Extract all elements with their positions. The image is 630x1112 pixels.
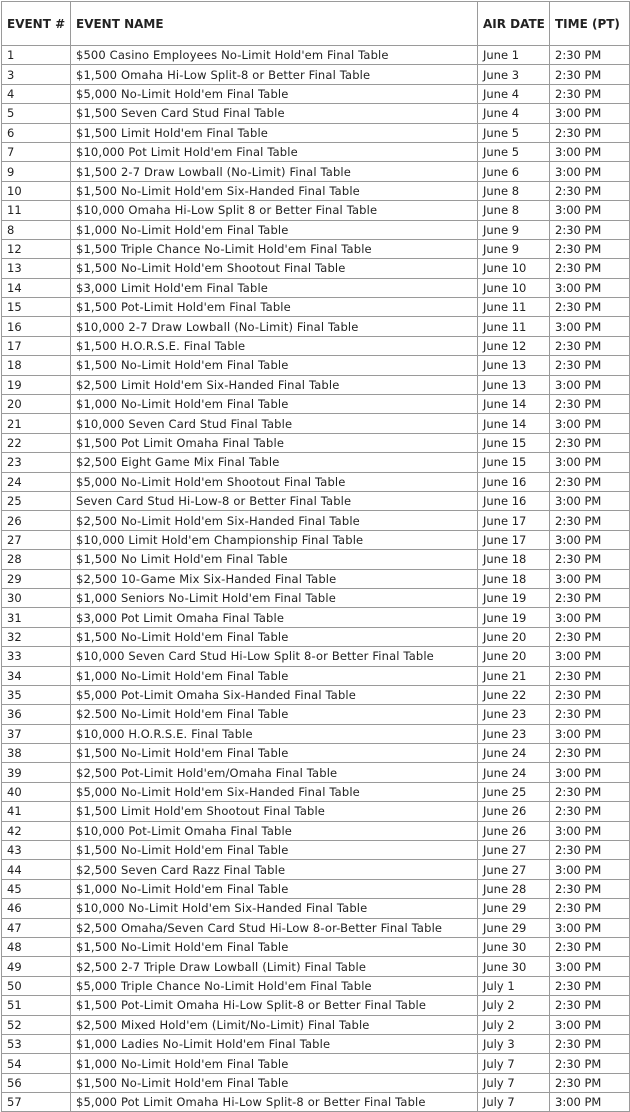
event-name-cell: $1,500 Seven Card Stud Final Table [71,104,478,123]
table-row [2,841,630,860]
event-number-cell: 14 [2,278,71,297]
air-date-cell: June 28 [478,879,550,898]
event-number-cell: 31 [2,608,71,627]
air-date-cell: June 15 [478,433,550,452]
air-date-cell: June 4 [478,84,550,103]
time-cell: 3:00 PM [550,569,630,588]
air-date-cell: June 26 [478,802,550,821]
event-name-cell: $2,500 Limit Hold'em Six-Handed Final Table [71,375,478,394]
time-cell: 3:00 PM [550,1093,630,1112]
event-name-cell: $5,000 Pot-Limit Omaha Six-Handed Final Table [71,685,478,704]
table-row [2,744,630,763]
air-date-cell: June 5 [478,123,550,142]
event-name-cell: $10,000 2-7 Draw Lowball (No-Limit) Final Table [71,317,478,336]
event-name-cell: $1,000 No-Limit Hold'em Final Table [71,1054,478,1073]
event-name-cell: $1,500 Pot Limit Omaha Final Table [71,433,478,452]
event-name-cell: $2,500 2-7 Triple Draw Lowball (Limit) Final Table [71,957,478,976]
table-row [2,802,630,821]
event-name-cell: $2.500 No-Limit Hold'em Final Table [71,705,478,724]
table-header [2,2,630,46]
air-date-cell: June 16 [478,491,550,510]
air-date-cell: June 16 [478,472,550,491]
event-name-cell: $1,500 No-Limit Hold'em Final Table [71,744,478,763]
time-cell: 2:30 PM [550,220,630,239]
time-cell: 3:00 PM [550,957,630,976]
air-date-cell: June 9 [478,220,550,239]
time-cell: 2:30 PM [550,395,630,414]
air-date-cell: June 4 [478,104,550,123]
time-cell: 2:30 PM [550,1034,630,1053]
air-date-cell: June 22 [478,685,550,704]
table-row [2,453,630,472]
air-date-cell: June 23 [478,705,550,724]
air-date-cell: July 1 [478,976,550,995]
time-cell: 2:30 PM [550,46,630,65]
event-number-cell: 39 [2,763,71,782]
table-row [2,860,630,879]
table-row [2,1073,630,1092]
event-name-cell: $1,500 No-Limit Hold'em Six-Handed Final Table [71,181,478,200]
air-date-cell: June 1 [478,46,550,65]
event-number-cell: 27 [2,530,71,549]
air-date-cell: July 7 [478,1073,550,1092]
table-row [2,627,630,646]
event-number-cell: 13 [2,259,71,278]
table-row [2,162,630,181]
event-number-cell: 6 [2,123,71,142]
event-name-cell: $5,000 Triple Chance No-Limit Hold'em Final Table [71,976,478,995]
event-name-cell: $10,000 Seven Card Stud Final Table [71,414,478,433]
event-name-cell: $1,500 No-Limit Hold'em Final Table [71,1073,478,1092]
air-date-cell: June 9 [478,239,550,258]
event-number-cell: 23 [2,453,71,472]
event-number-cell: 26 [2,511,71,530]
table-row [2,414,630,433]
event-name-cell: $10,000 Pot Limit Hold'em Final Table [71,142,478,161]
air-date-cell: June 15 [478,453,550,472]
table-row [2,278,630,297]
table-row [2,375,630,394]
time-cell: 2:30 PM [550,259,630,278]
event-name-cell: $10,000 No-Limit Hold'em Six-Handed Final Table [71,899,478,918]
table-row [2,937,630,956]
event-number-cell: 5 [2,104,71,123]
event-name-cell: $1,500 No-Limit Hold'em Final Table [71,356,478,375]
event-number-cell: 33 [2,647,71,666]
event-number-cell: 54 [2,1054,71,1073]
column-header-air-date: AIR DATE [478,2,550,46]
time-cell: 3:00 PM [550,763,630,782]
event-name-cell: $3,000 Pot Limit Omaha Final Table [71,608,478,627]
air-date-cell: June 18 [478,550,550,569]
time-cell: 2:30 PM [550,627,630,646]
event-number-cell: 4 [2,84,71,103]
event-number-cell: 29 [2,569,71,588]
table-row [2,763,630,782]
time-cell: 2:30 PM [550,433,630,452]
event-name-cell: $2,500 Eight Game Mix Final Table [71,453,478,472]
event-name-cell: $1,000 No-Limit Hold'em Final Table [71,395,478,414]
time-cell: 2:30 PM [550,588,630,607]
event-number-cell: 3 [2,65,71,84]
table-row [2,976,630,995]
event-name-cell: $1,000 No-Limit Hold'em Final Table [71,220,478,239]
table-row [2,65,630,84]
event-name-cell: $5,000 Pot Limit Omaha Hi-Low Split-8 or Better Final Table [71,1093,478,1112]
event-number-cell: 7 [2,142,71,161]
event-number-cell: 40 [2,782,71,801]
time-cell: 3:00 PM [550,278,630,297]
air-date-cell: June 11 [478,317,550,336]
table-row [2,395,630,414]
air-date-cell: June 18 [478,569,550,588]
time-cell: 3:00 PM [550,647,630,666]
event-name-cell: $10,000 Limit Hold'em Championship Final Table [71,530,478,549]
time-cell: 2:30 PM [550,1073,630,1092]
table-row [2,724,630,743]
time-cell: 2:30 PM [550,298,630,317]
event-name-cell: $1,500 No-Limit Hold'em Final Table [71,937,478,956]
event-number-cell: 19 [2,375,71,394]
air-date-cell: June 3 [478,65,550,84]
air-date-cell: June 30 [478,937,550,956]
event-number-cell: 45 [2,879,71,898]
event-name-cell: $2,500 Seven Card Razz Final Table [71,860,478,879]
table-row [2,666,630,685]
air-date-cell: June 5 [478,142,550,161]
event-number-cell: 21 [2,414,71,433]
event-number-cell: 44 [2,860,71,879]
table-row [2,181,630,200]
air-date-cell: June 26 [478,821,550,840]
time-cell: 2:30 PM [550,550,630,569]
time-cell: 2:30 PM [550,336,630,355]
event-number-cell: 50 [2,976,71,995]
air-date-cell: June 30 [478,957,550,976]
event-name-cell: $10,000 Omaha Hi-Low Split 8 or Better Final Table [71,201,478,220]
table-row [2,142,630,161]
event-number-cell: 28 [2,550,71,569]
event-name-cell: $1,500 2-7 Draw Lowball (No-Limit) Final Table [71,162,478,181]
column-header-event-name: EVENT NAME [71,2,478,46]
event-number-cell: 52 [2,1015,71,1034]
table-row [2,46,630,65]
event-name-cell: $2,500 Omaha/Seven Card Stud Hi-Low 8-or-Better Final Table [71,918,478,937]
time-cell: 2:30 PM [550,1054,630,1073]
time-cell: 2:30 PM [550,802,630,821]
air-date-cell: June 12 [478,336,550,355]
air-date-cell: June 25 [478,782,550,801]
time-cell: 3:00 PM [550,453,630,472]
time-cell: 2:30 PM [550,239,630,258]
air-date-cell: July 3 [478,1034,550,1053]
event-name-cell: Seven Card Stud Hi-Low-8 or Better Final Table [71,491,478,510]
time-cell: 2:30 PM [550,356,630,375]
column-header-time: TIME (PT) [550,2,630,46]
air-date-cell: June 20 [478,647,550,666]
air-date-cell: June 17 [478,511,550,530]
table-row [2,782,630,801]
time-cell: 2:30 PM [550,685,630,704]
air-date-cell: June 8 [478,201,550,220]
air-date-cell: June 14 [478,414,550,433]
air-date-cell: June 10 [478,278,550,297]
event-number-cell: 20 [2,395,71,414]
event-number-cell: 8 [2,220,71,239]
air-date-cell: June 11 [478,298,550,317]
air-date-cell: June 13 [478,375,550,394]
table-row [2,608,630,627]
table-row [2,201,630,220]
time-cell: 2:30 PM [550,937,630,956]
time-cell: 3:00 PM [550,918,630,937]
event-number-cell: 49 [2,957,71,976]
table-row [2,239,630,258]
event-number-cell: 10 [2,181,71,200]
time-cell: 2:30 PM [550,472,630,491]
air-date-cell: July 2 [478,1015,550,1034]
event-name-cell: $10,000 Seven Card Stud Hi-Low Split 8-or Better Final Table [71,647,478,666]
event-number-cell: 24 [2,472,71,491]
table-row [2,569,630,588]
table-row [2,685,630,704]
table-row [2,220,630,239]
air-date-cell: June 27 [478,841,550,860]
event-name-cell: $1,500 No Limit Hold'em Final Table [71,550,478,569]
time-cell: 2:30 PM [550,782,630,801]
table-row [2,996,630,1015]
header-row [2,2,630,46]
table-row [2,123,630,142]
air-date-cell: June 10 [478,259,550,278]
table-row [2,433,630,452]
air-date-cell: June 6 [478,162,550,181]
time-cell: 3:00 PM [550,1015,630,1034]
event-name-cell: $1,500 No-Limit Hold'em Final Table [71,627,478,646]
table-row [2,84,630,103]
time-cell: 3:00 PM [550,608,630,627]
table-row [2,259,630,278]
column-header-event-number: EVENT # [2,2,71,46]
event-number-cell: 25 [2,491,71,510]
event-name-cell: $1,500 Limit Hold'em Final Table [71,123,478,142]
event-number-cell: 9 [2,162,71,181]
table-row [2,1093,630,1112]
table-row [2,1015,630,1034]
event-number-cell: 38 [2,744,71,763]
air-date-cell: June 29 [478,918,550,937]
event-name-cell: $1,500 H.O.R.S.E. Final Table [71,336,478,355]
table-row [2,705,630,724]
table-body [2,46,630,1112]
table-row [2,104,630,123]
event-name-cell: $1,000 Ladies No-Limit Hold'em Final Table [71,1034,478,1053]
event-number-cell: 47 [2,918,71,937]
table-row [2,511,630,530]
table-row [2,879,630,898]
event-name-cell: $5,000 No-Limit Hold'em Six-Handed Final Table [71,782,478,801]
event-name-cell: $2,500 No-Limit Hold'em Six-Handed Final Table [71,511,478,530]
event-name-cell: $10,000 Pot-Limit Omaha Final Table [71,821,478,840]
table-row [2,588,630,607]
time-cell: 2:30 PM [550,841,630,860]
event-number-cell: 11 [2,201,71,220]
time-cell: 3:00 PM [550,724,630,743]
time-cell: 3:00 PM [550,530,630,549]
event-number-cell: 30 [2,588,71,607]
event-number-cell: 42 [2,821,71,840]
table-row [2,530,630,549]
event-name-cell: $1,500 Limit Hold'em Shootout Final Table [71,802,478,821]
schedule-table [1,1,630,1112]
event-name-cell: $1,000 No-Limit Hold'em Final Table [71,666,478,685]
event-number-cell: 35 [2,685,71,704]
event-number-cell: 32 [2,627,71,646]
time-cell: 2:30 PM [550,123,630,142]
event-name-cell: $2,500 10-Game Mix Six-Handed Final Table [71,569,478,588]
time-cell: 3:00 PM [550,104,630,123]
time-cell: 3:00 PM [550,821,630,840]
event-name-cell: $500 Casino Employees No-Limit Hold'em Final Table [71,46,478,65]
event-name-cell: $10,000 H.O.R.S.E. Final Table [71,724,478,743]
table-row [2,356,630,375]
time-cell: 3:00 PM [550,375,630,394]
air-date-cell: June 19 [478,608,550,627]
event-name-cell: $1,500 No-Limit Hold'em Final Table [71,841,478,860]
time-cell: 2:30 PM [550,744,630,763]
time-cell: 3:00 PM [550,414,630,433]
event-name-cell: $1,500 Omaha Hi-Low Split-8 or Better Final Table [71,65,478,84]
table-row [2,336,630,355]
event-number-cell: 43 [2,841,71,860]
event-name-cell: $5,000 No-Limit Hold'em Shootout Final Table [71,472,478,491]
time-cell: 2:30 PM [550,899,630,918]
table-row [2,298,630,317]
event-number-cell: 15 [2,298,71,317]
table-row [2,957,630,976]
event-number-cell: 46 [2,899,71,918]
table-row [2,821,630,840]
time-cell: 2:30 PM [550,84,630,103]
event-name-cell: $1,500 Pot-Limit Omaha Hi-Low Split-8 or Better Final Table [71,996,478,1015]
time-cell: 2:30 PM [550,65,630,84]
event-number-cell: 1 [2,46,71,65]
event-number-cell: 48 [2,937,71,956]
time-cell: 2:30 PM [550,181,630,200]
time-cell: 3:00 PM [550,142,630,161]
air-date-cell: June 14 [478,395,550,414]
air-date-cell: June 13 [478,356,550,375]
time-cell: 2:30 PM [550,996,630,1015]
event-number-cell: 41 [2,802,71,821]
event-name-cell: $1,500 No-Limit Hold'em Shootout Final Table [71,259,478,278]
event-name-cell: $5,000 No-Limit Hold'em Final Table [71,84,478,103]
time-cell: 3:00 PM [550,201,630,220]
event-name-cell: $2,500 Pot-Limit Hold'em/Omaha Final Table [71,763,478,782]
air-date-cell: July 2 [478,996,550,1015]
time-cell: 2:30 PM [550,511,630,530]
air-date-cell: June 23 [478,724,550,743]
table-row [2,899,630,918]
time-cell: 2:30 PM [550,705,630,724]
air-date-cell: June 20 [478,627,550,646]
air-date-cell: July 7 [478,1054,550,1073]
time-cell: 2:30 PM [550,666,630,685]
air-date-cell: June 17 [478,530,550,549]
table-row [2,1054,630,1073]
table-row [2,647,630,666]
event-number-cell: 34 [2,666,71,685]
event-number-cell: 36 [2,705,71,724]
air-date-cell: June 8 [478,181,550,200]
event-number-cell: 16 [2,317,71,336]
time-cell: 2:30 PM [550,879,630,898]
air-date-cell: July 7 [478,1093,550,1112]
event-name-cell: $3,000 Limit Hold'em Final Table [71,278,478,297]
table-row [2,472,630,491]
event-number-cell: 18 [2,356,71,375]
air-date-cell: June 29 [478,899,550,918]
event-number-cell: 53 [2,1034,71,1053]
event-name-cell: $1,000 Seniors No-Limit Hold'em Final Table [71,588,478,607]
event-name-cell: $2,500 Mixed Hold'em (Limit/No-Limit) Final Table [71,1015,478,1034]
air-date-cell: June 27 [478,860,550,879]
event-number-cell: 57 [2,1093,71,1112]
event-number-cell: 12 [2,239,71,258]
event-number-cell: 37 [2,724,71,743]
event-number-cell: 22 [2,433,71,452]
air-date-cell: June 24 [478,744,550,763]
event-number-cell: 56 [2,1073,71,1092]
table-row [2,1034,630,1053]
event-name-cell: $1,500 Pot-Limit Hold'em Final Table [71,298,478,317]
air-date-cell: June 24 [478,763,550,782]
air-date-cell: June 21 [478,666,550,685]
time-cell: 3:00 PM [550,860,630,879]
table-row [2,491,630,510]
event-number-cell: 51 [2,996,71,1015]
time-cell: 2:30 PM [550,976,630,995]
event-name-cell: $1,500 Triple Chance No-Limit Hold'em Final Table [71,239,478,258]
time-cell: 3:00 PM [550,491,630,510]
event-number-cell: 17 [2,336,71,355]
table-row [2,317,630,336]
time-cell: 3:00 PM [550,317,630,336]
table-row [2,918,630,937]
table-row [2,550,630,569]
event-name-cell: $1,000 No-Limit Hold'em Final Table [71,879,478,898]
air-date-cell: June 19 [478,588,550,607]
time-cell: 3:00 PM [550,162,630,181]
